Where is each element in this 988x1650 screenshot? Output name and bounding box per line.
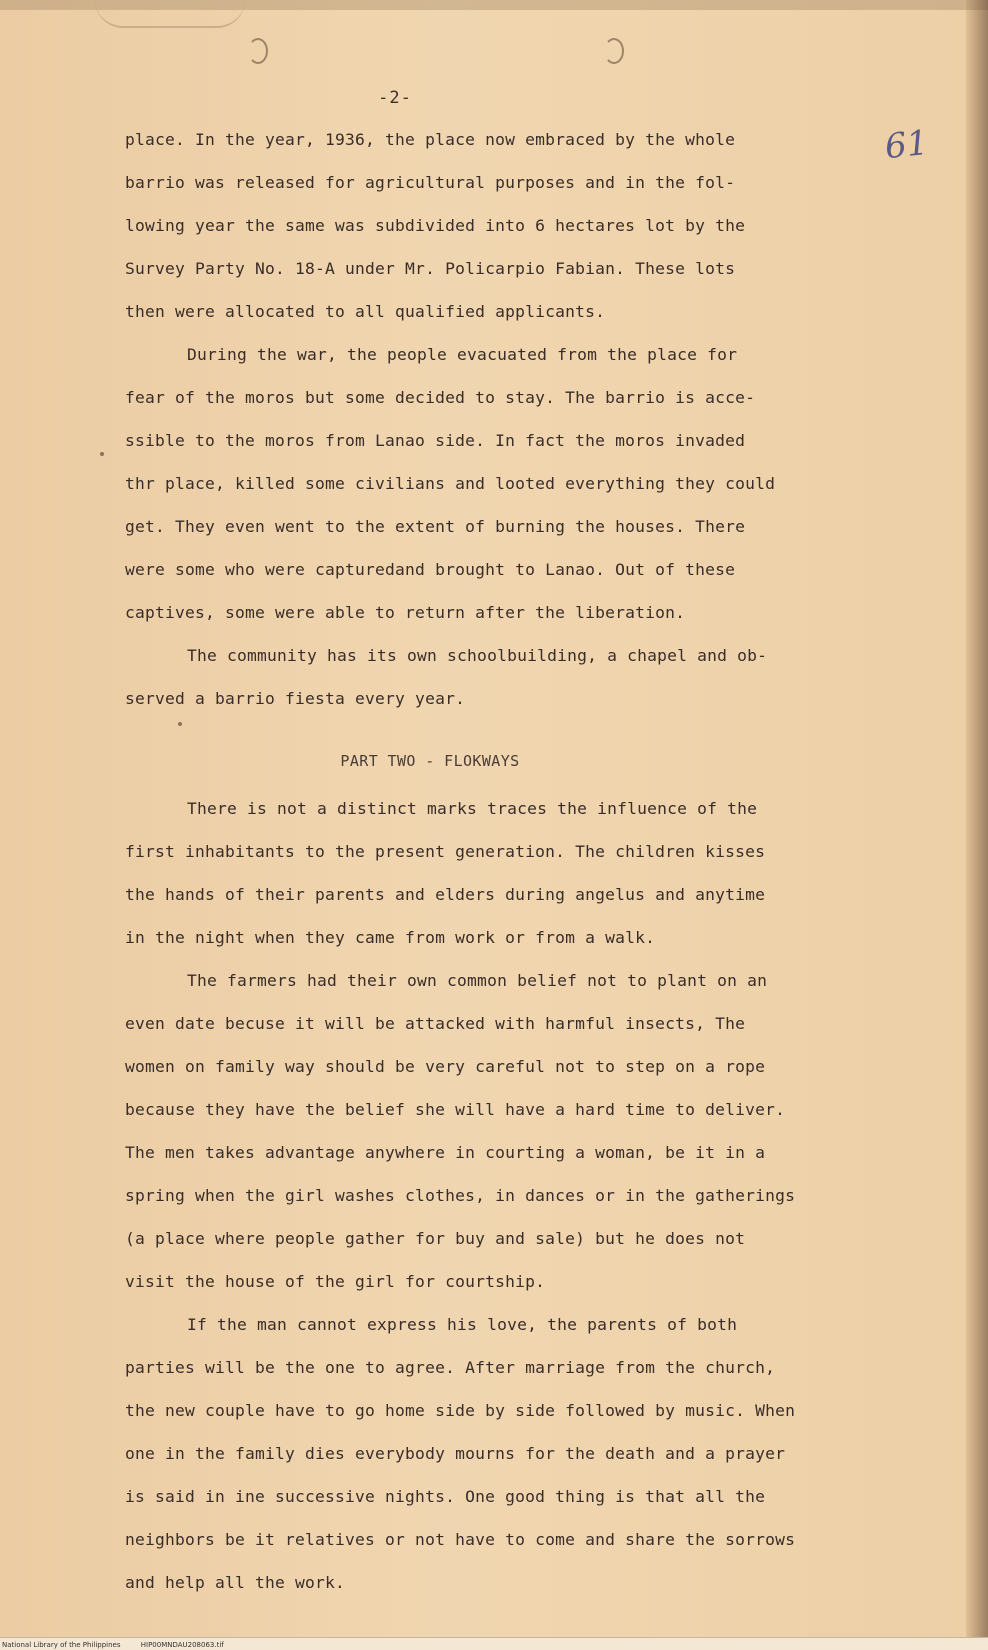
- text-line: thr place, killed some civilians and looted everything they could: [125, 474, 776, 493]
- handwritten-page-number: 61: [883, 122, 931, 168]
- text-line: If the man cannot express his love, the parents of both: [187, 1315, 738, 1334]
- text-line: first inhabitants to the present generation. The children kisses: [125, 842, 766, 861]
- text-line: fear of the moros but some decided to stay. The barrio is acce-: [125, 388, 756, 407]
- text-line: and help all the work.: [125, 1573, 346, 1592]
- text-line: women on family way should be very careful not to step on a rope: [125, 1057, 766, 1076]
- paper-tab-mark: [95, 0, 245, 28]
- text-line: ssible to the moros from Lanao side. In fact the moros invaded: [125, 431, 746, 450]
- section-heading: PART TWO - FLOKWAYS: [340, 752, 520, 770]
- text-line: The farmers had their own common belief not to plant on an: [187, 971, 768, 990]
- text-line: During the war, the people evacuated from the place for: [187, 345, 738, 364]
- file-id: HIP00MNDAU208063.tif: [140, 1641, 224, 1649]
- library-name: National Library of the Philippines: [2, 1641, 121, 1649]
- text-line: served a barrio fiesta every year.: [125, 689, 466, 708]
- text-line: captives, some were able to return after the liberation.: [125, 603, 686, 622]
- text-line: spring when the girl washes clothes, in dances or in the gatherings: [125, 1186, 796, 1205]
- text-line: in the night when they came from work or from a walk.: [125, 928, 656, 947]
- text-line: There is not a distinct marks traces the influence of the: [187, 799, 758, 818]
- punch-hole-left: [248, 38, 268, 64]
- stray-ink-mark: [178, 722, 182, 726]
- text-line: one in the family dies everybody mourns for the death and a prayer: [125, 1444, 786, 1463]
- text-line: get. They even went to the extent of burning the houses. There: [125, 517, 746, 536]
- body-text: [125, 129, 855, 731]
- text-line: visit the house of the girl for courtship.: [125, 1272, 546, 1291]
- text-line: (a place where people gather for buy and sale) but he does not: [125, 1229, 746, 1248]
- text-line: Survey Party No. 18-A under Mr. Policarpio Fabian. These lots: [125, 259, 736, 278]
- text-line: The community has its own schoolbuilding, a chapel and ob-: [187, 646, 768, 665]
- text-line: the hands of their parents and elders during angelus and anytime: [125, 885, 766, 904]
- archive-footer: [0, 1637, 988, 1650]
- stray-ink-mark: [100, 452, 104, 456]
- text-line: neighbors be it relatives or not have to come and share the sorrows: [125, 1530, 796, 1549]
- page-edge-shadow: [966, 0, 988, 1650]
- text-line: parties will be the one to agree. After marriage from the church,: [125, 1358, 776, 1377]
- text-line: because they have the belief she will have a hard time to deliver.: [125, 1100, 786, 1119]
- text-line: The men takes advantage anywhere in courting a woman, be it in a: [125, 1143, 766, 1162]
- text-line: place. In the year, 1936, the place now embraced by the whole: [125, 130, 736, 149]
- text-line: were some who were capturedand brought to Lanao. Out of these: [125, 560, 736, 579]
- text-line: even date becuse it will be attacked with harmful insects, The: [125, 1014, 746, 1033]
- text-line: then were allocated to all qualified applicants.: [125, 302, 606, 321]
- page-number: -2-: [378, 88, 412, 108]
- text-line: lowing year the same was subdivided into 6 hectares lot by the: [125, 216, 746, 235]
- text-line: the new couple have to go home side by side followed by music. When: [125, 1401, 796, 1420]
- body-text-part-two: [125, 798, 855, 1615]
- punch-hole-right: [604, 38, 624, 64]
- text-line: barrio was released for agricultural purposes and in the fol-: [125, 173, 736, 192]
- archive-footer-text: [2, 1641, 242, 1649]
- text-line: is said in ine successive nights. One good thing is that all the: [125, 1487, 766, 1506]
